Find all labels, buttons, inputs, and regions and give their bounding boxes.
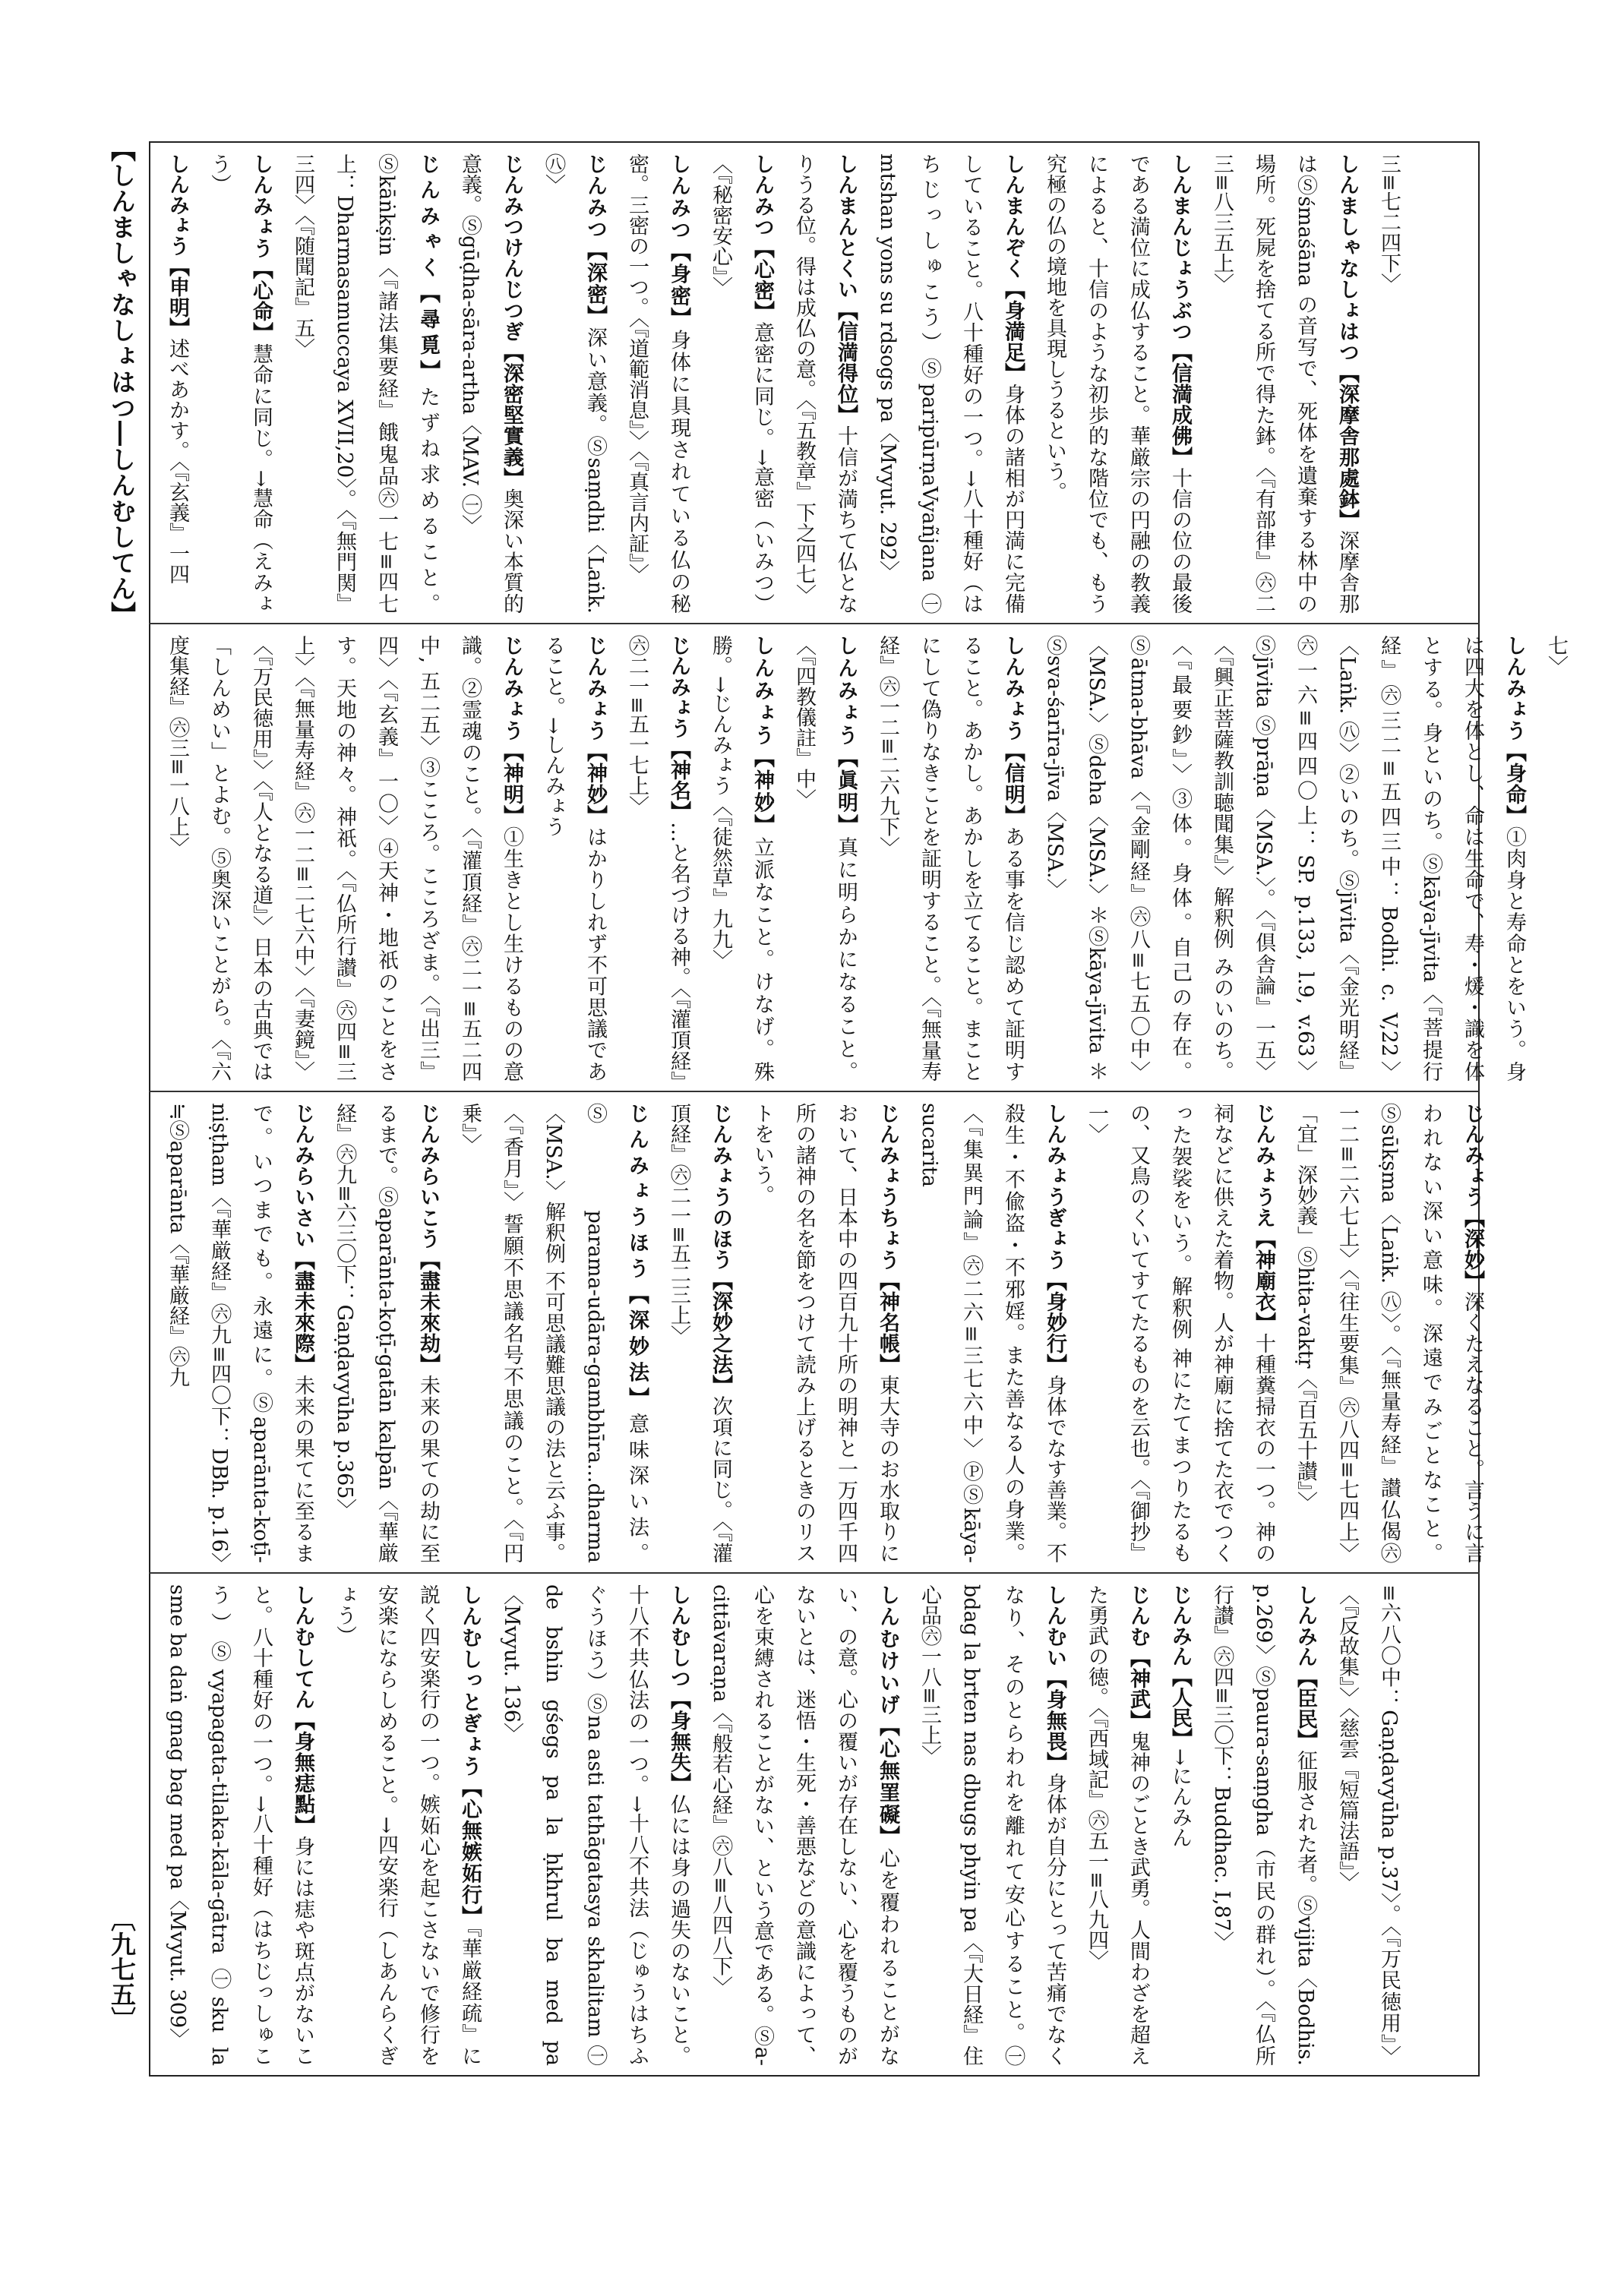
tier-2 — [149, 626, 1568, 1089]
entry-text: 三≡七二四下〉 — [1377, 153, 1401, 294]
entry-headword: じんみょう【神名】 — [667, 635, 690, 823]
entry-text: 身体が自分にとって苦痛でなくなり、そのとらわれを離れて安心すること。㊀bdag la brten nas dbugs phyin pa〈『大日経』住心品㊅一八≡三上〉 — [918, 1584, 1066, 2067]
dictionary-entry — [156, 1103, 324, 1563]
entry-text: 奥深い本質的意義。Ⓢgūḍha-sāra-artha〈MAV. ㊀〉 — [458, 153, 523, 614]
dictionary-entry — [156, 153, 198, 614]
tier-body — [156, 153, 1410, 614]
dictionary-entry — [1159, 1584, 1201, 2066]
tier-divider — [149, 623, 1480, 624]
entry-text: たずね求めること。Ⓢkāṅkṣin〈『諸法集要経』餓鬼品㊅一七≡四七上：Dharmasamuccaya XVII,20〉。〈『無門関』三四〉〈『随聞記』五〉 — [291, 153, 440, 614]
entry-headword: しんみょうぎょう【身妙行】 — [1043, 1103, 1066, 1375]
entry-text: 東大寺のお水取りにおいて、日本中の四百九十所の明神と一万四千四所の諸神の名を節をつけて読み上げるときのリストをいう。 — [750, 1103, 899, 1564]
entry-headword: しんみょう【申明】 — [166, 153, 189, 338]
entry-text: 慧命に同じ。→慧命（えみょう） — [207, 153, 273, 614]
entry-text: 深くたえなること。言うに言われない深い意味。深遠でみごとなこと。Ⓢsūkṣma〈Laṅk. ㊇〉。〈『無量寿経』讃仏偈㊅一二≡二六七上〉〈『往生要集』㊅八四≡七四上〉「宜」深妙義」Ⓢhita-vaktṛ〈『百五十讃』〉 — [1294, 1103, 1484, 1564]
entry-text: 次項に同じ。〈『灌頂経』㊅二一≡五二三上〉 — [667, 1103, 732, 1564]
entry-headword: しんむい【身無畏】 — [1043, 1584, 1066, 1773]
tier-body — [156, 1584, 1410, 2066]
entry-text: 十信の位の最後である満位に成仏すること。華厳宗の円融の教義によると、十信のような初歩的な階位でも、もう究極の仏の境地を具現しうるという。 — [1043, 153, 1192, 614]
entry-headword: じんみょう【神妙】 — [583, 635, 607, 827]
entry-headword: じんみん【人民】 — [1168, 1584, 1192, 1748]
entry-headword: じんみょう【深妙】 — [1461, 1103, 1484, 1292]
entry-text: 十種糞掃衣の一つ。神の祠などに供えた着物。人が神廟に捨てた衣でつくった袈裟をいう。解釈例 神にたてまつりたるもの、又鳥のくいてすてたるものを云也。〈『御抄』一〉 — [1085, 1103, 1275, 1564]
entry-text: 仏には身の過失のないこと。十八不共仏法の一つ。→十八不共法（じゅうはちふぐうほう）Ⓢna asti tathāgatasya skhalitam ㊀de bshin gśegs pa la ḥkhrul ba med pa〈Mvyut. 136〉 — [500, 1584, 690, 2067]
entry-text: ①生きとし生けるものの意識。②霊魂のこと。〈『灌頂経』㊅二一≡五二四中, 五二五〉③こころ。こころざま。〈『出三』四〉〈『玄義』一〇〉④天神・地祇のことをさす。天地の神々。神祇。〈『仏所行讃』㊅四≡三上〉〈『無量寿経』㊅一二≡二七六中〉〈『妻鏡』〉〈『万民徳用』〉〈『人となる道』〉日本の古典では「しんめい」とよむ。⑤奥深いことがら。〈『六度集経』㊅三≡一八上〉 — [166, 635, 523, 1082]
dictionary-entry — [449, 1103, 658, 1563]
entry-text: 深摩舎那はⓈśmaśāna の音写で、死体を遺棄する林中の場所。死屍を捨てる所で得た鉢。〈『有部律』㊅二三≡八三五上〉 — [1210, 153, 1359, 614]
dictionary-entry — [1034, 635, 1535, 1082]
tier-body — [156, 635, 1577, 1082]
entry-headword: しんましゃなしょはつ【深摩舎那處鉢】 — [1335, 153, 1359, 531]
running-title: 【しんましゃなしょはつ―しんむしてん】 — [107, 137, 137, 627]
entry-text: 深い意義。Ⓢsaṃdhi〈Laṅk. ㊇〉 — [542, 153, 607, 614]
dictionary-entry — [282, 153, 449, 614]
entry-headword: しんむけいげ【心無罣礙】 — [876, 1584, 899, 1848]
entry-headword: じんみつけんじつぎ【深密堅實義】 — [500, 153, 523, 489]
entry-text: 未来の果ての劫に至るまで。Ⓢaparānta-koṭī-gatān kalpān〈『華厳経』㊅九≡六三〇下：Gaṇḍavyūha p.365〉 — [333, 1103, 440, 1564]
dictionary-entry — [1326, 1584, 1410, 2066]
entry-headword: しんみつ【心密】 — [750, 153, 774, 323]
entry-text: 真に明らかになること。〈『四教儀註』中〉 — [792, 635, 858, 1082]
tier-divider — [149, 1091, 1480, 1092]
entry-headword: じんみょうちょう【神名帳】 — [876, 1103, 899, 1375]
entry-text: 『華厳経疏』に説く四安楽行の一つ。嫉妬心を起こさないで修行を安楽にならしめること。→四安楽行（しあんらくぎょう） — [333, 1584, 482, 2067]
entry-headword: しんみょう【心命】 — [249, 153, 273, 344]
tier-divider — [149, 1572, 1480, 1574]
dictionary-entry — [658, 1103, 741, 1563]
tier-3 — [149, 1094, 1484, 1571]
entry-headword: しんみょう【身命】 — [1502, 635, 1526, 827]
entry-text: 身体でなす善業。不殺生・不偸盗・不邪婬。また善なる人の身業。〈『集異門論』㊅二六≡三七六中〉ⓅⓈkāya-sucarita — [918, 1103, 1066, 1564]
entry-headword: じんみゃく【尋覓】 — [416, 153, 440, 387]
entry-text: 立派なこと。けなげ。殊勝。→じんみょう〈『徒然草』九九〉 — [709, 635, 774, 1082]
entry-headword: しんみつ【身密】 — [667, 153, 690, 330]
entry-headword: じんむ【神武】 — [1126, 1584, 1150, 1732]
entry-text: 七〉 — [1544, 635, 1568, 676]
dictionary-entry — [783, 153, 867, 614]
dictionary-entry — [741, 1103, 908, 1563]
dictionary-entry — [156, 1584, 324, 2066]
dictionary-entry — [1535, 635, 1577, 1082]
dictionary-entry — [1034, 153, 1201, 614]
entry-headword: しんみょう【眞明】 — [834, 635, 858, 837]
entry-headword: しんむしっとぎょう【心無嫉妬行】 — [458, 1584, 482, 1928]
dictionary-entry — [449, 153, 532, 614]
entry-text: 身体に具現されている仏の秘密。三密の一つ。〈『道範消息』〉〈『真言内証』〉 — [625, 153, 690, 614]
dictionary-entry — [1076, 1103, 1284, 1563]
entry-headword: じんみょうえ【神廟衣】 — [1252, 1103, 1275, 1334]
entry-text: 身には痣や斑点がないこと。八十種好の一つ。→八十種好（はちじっしゅこう）Ⓢvyapagata-tilaka-kāla-gātra ㊀sku la sme ba daṅ gnag bag med pa〈Mvyut. 309〉 — [166, 1584, 314, 2067]
entry-text: ある事を信じ認めて証明すること。あかし。あかしを立てること。まことにして偽りなきことを証明すること。〈『無量寿経』㊅一二≡二六九下〉 — [876, 635, 1025, 1082]
entry-headword: しんまんとくい【信満得位】 — [834, 153, 858, 426]
entry-text: ≡六八〇中：Gaṇḍavyūha p.37〉。〈『万民徳用』〉〈『反故集』〉〈慈雲『短篇法語』〉 — [1335, 1584, 1401, 2066]
entry-headword: しんまんじょうぶつ【信満成佛】 — [1168, 153, 1192, 468]
entry-text: はかりしれず不可思議であること。→しんみょう — [542, 635, 607, 1082]
entry-headword: じんみょうのほう【深妙之法】 — [709, 1103, 732, 1396]
entry-headword: しんみょう【信明】 — [1001, 635, 1025, 827]
entry-text: ①肉身と寿命とをいう。身は四大を体とし、命は生命で、寿・煖・識を体とする。身といのち。Ⓢkāya-jīvita〈『菩提行経』㊅三二≡五四三中：Bodhi. c. V,22〉〈Laṅk. ㊇〉②いのち。Ⓢjīvita〈『金光明経』㊅一六≡四四〇上：SP. p.133, l.9, v.63〉Ⓢjīvita Ⓢprāṇa〈MSA.〉。〈『倶舎論』一五〉〈『興正菩薩教訓聴聞集』〉解釈例 みのいのち。〈『最要鈔』〉③体。身体。自己の存在。Ⓢātma-bhāva〈『金剛経』㊅八≡七五〇中〉〈MSA.〉Ⓢdeha〈MSA.〉＊Ⓢkāya-jīvita ＊Ⓢsva-śarīra-jīva〈MSA.〉 — [1043, 635, 1526, 1082]
entry-headword: じんみらいさい【盡未來際】 — [291, 1103, 314, 1375]
entry-headword: じんみょうほう【深妙法】 — [625, 1103, 649, 1413]
entry-text: …と名づける神。〈『灌頂経』㊅二一≡五一七上〉 — [625, 635, 690, 1082]
entry-headword: じんみょう【神明】 — [500, 635, 523, 827]
entry-text: 鬼神のごとき武勇。人間わざを超えた勇武の徳。〈『西域記』㊅五一≡八九四〉 — [1085, 1584, 1150, 2067]
entry-headword: しんみょう【神妙】 — [750, 635, 774, 837]
dictionary-entry — [908, 1584, 1076, 2066]
dictionary-entry — [867, 153, 1034, 614]
entry-headword: しんみん【臣民】 — [1294, 1584, 1317, 1751]
entry-text: 十信が満ちて仏となりうる位。得は成仏の意。〈『五教章』下之四七〉 — [792, 153, 858, 614]
dictionary-entry — [1284, 1103, 1493, 1563]
dictionary-entry — [1201, 153, 1368, 614]
dictionary-entry — [1368, 153, 1410, 614]
dictionary-entry — [867, 635, 1034, 1082]
dictionary-entry — [700, 1584, 908, 2066]
dictionary-entry — [700, 153, 783, 614]
tier-body — [156, 1103, 1493, 1563]
dictionary-entry — [783, 635, 867, 1082]
entry-text: 述べあかす。〈『玄義』一四 — [166, 338, 189, 584]
dictionary-entry — [324, 1584, 491, 2066]
dictionary-entry — [908, 1103, 1076, 1563]
dictionary-entry — [532, 635, 616, 1082]
entry-text: 身体の諸相が円満に完備していること。八十種好の一つ。→八十種好（はちじっしゅこう）ⓈparipūrṇaVyañjana ㊀mtshan yons su rdsogs pa〈Mvyut. 292〉 — [876, 153, 1025, 614]
dictionary-entry — [700, 635, 783, 1082]
entry-text: 未来の果てに至るまで。いつまでも。永遠に。Ⓢaparānta-koṭī-niṣṭham〈『華厳経』㊅九≡四〇下：DBh. p.16〉≒Ⓢaparānta〈『華厳経』㊅九 — [166, 1103, 314, 1564]
dictionary-entry — [616, 153, 700, 614]
entry-text: 意味深い法。Ⓢparama-udāra-gambhīra...dharma〈MSA.〉解釈例 不可思議難思議の法と云ふ事。〈『香月』〉誓願不思議名号不思議のこと。〈『円乗』〉 — [458, 1103, 649, 1564]
entry-headword: しんむしてん【身無痣點】 — [291, 1584, 314, 1837]
dictionary-entry — [532, 153, 616, 614]
page-number: 〔九七五〕 — [107, 1906, 137, 2032]
dictionary-entry — [198, 153, 282, 614]
entry-text: 意密に同じ。→意密（いみつ）〈『秘密安心』〉 — [709, 153, 774, 614]
entry-headword: じんみつ【深密】 — [583, 153, 607, 327]
entry-headword: しんまんぞく【身満足】 — [1001, 153, 1025, 384]
dictionary-entry — [1076, 1584, 1159, 2066]
tier-1 — [149, 144, 1480, 621]
entry-headword: しんむしつ【身無失】 — [667, 1584, 690, 1794]
dictionary-entry — [1201, 1584, 1326, 2066]
tier-4 — [149, 1575, 1480, 2073]
entry-text: →にんみん — [1168, 1748, 1192, 1848]
dictionary-entry — [491, 1584, 700, 2066]
dictionary-entry — [156, 635, 532, 1082]
entry-text: 心を覆われることがない、の意。心の覆いが存在しない、心を覆うものがないとは、迷悟・生死・善悪などの意識によって、心を束縛されることがない、という意である。Ⓢa-cittāvaraṇa〈『般若心経』㊅八≡八四八下〉 — [709, 1584, 899, 2067]
entry-text: 征服された者。Ⓢvijita〈Bodhis. p.269〉Ⓢpaura-saṃgha（市民の群れ）。〈『仏所行讃』㊅四≡三〇下：Buddhac. I,87〉 — [1210, 1584, 1317, 2067]
dictionary-entry — [324, 1103, 449, 1563]
dictionary-entry — [616, 635, 700, 1082]
entry-headword: じんみらいこう【盡未來劫】 — [416, 1103, 440, 1375]
